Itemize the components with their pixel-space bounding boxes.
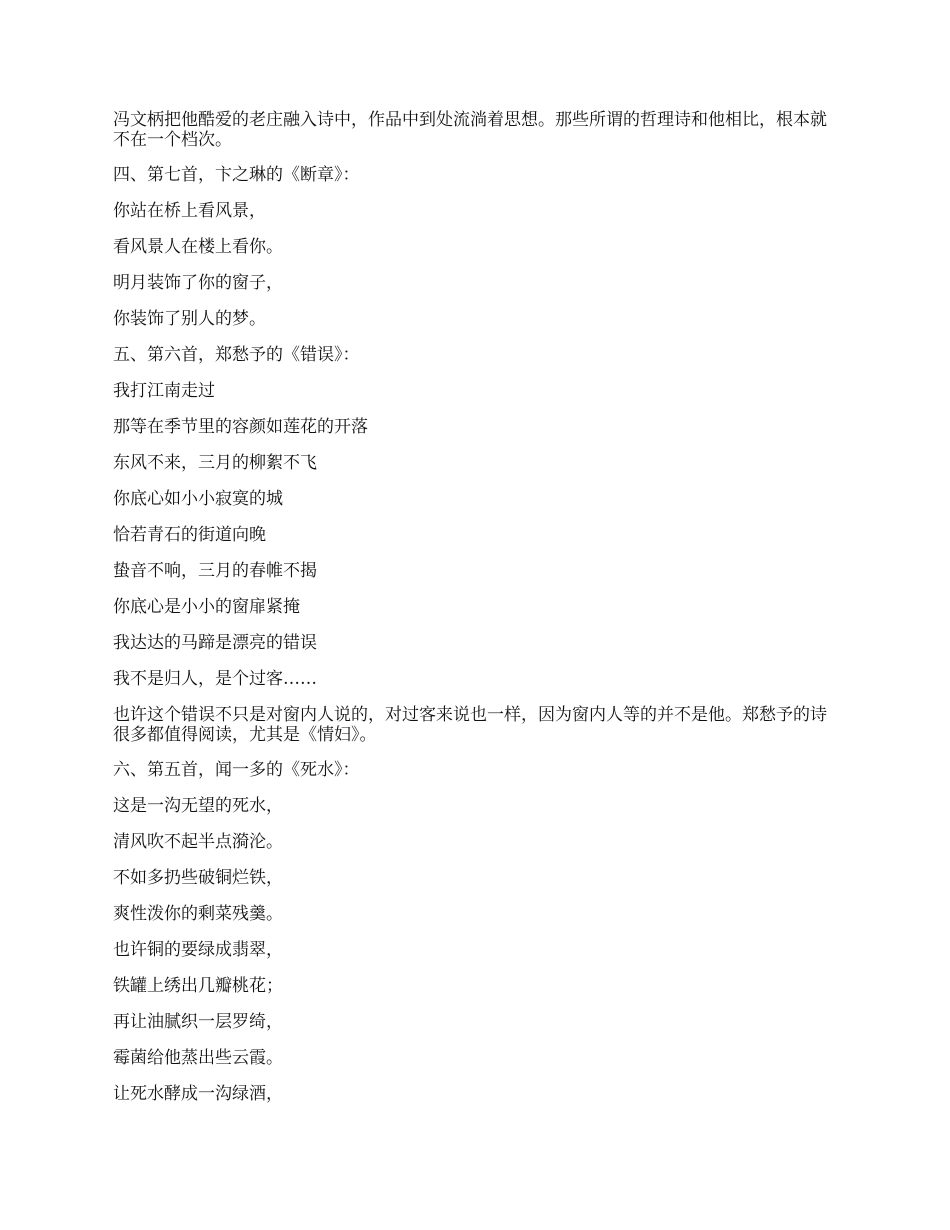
- poem-line: 我不是归人，是个过客……: [113, 669, 317, 689]
- poem-line: 你装饰了别人的梦。: [113, 309, 266, 329]
- poem-line: 不如多扔些破铜烂铁，: [113, 868, 283, 888]
- poem-line: 也许铜的要绿成翡翠，: [113, 940, 283, 960]
- poem-line: 这是一沟无望的死水，: [113, 796, 283, 816]
- poem-line: 那等在季节里的容颜如莲花的开落: [113, 417, 368, 437]
- poem-line: 你底心是小小的窗扉紧掩: [113, 597, 300, 617]
- poem-line: 蛰音不响，三月的春帷不揭: [113, 561, 317, 581]
- poem-line: 铁罐上绣出几瓣桃花；: [113, 976, 283, 996]
- section-heading-4: 四、第七首，卞之琳的《断章》：: [113, 165, 360, 185]
- poem-line: 清风吹不起半点漪沦。: [113, 832, 283, 852]
- poem-line: 恰若青石的街道向晚: [113, 525, 266, 545]
- poem-line: 你站在桥上看风景，: [113, 201, 266, 221]
- poem-line: 霉菌给他蒸出些云霞。: [113, 1048, 283, 1068]
- poem-line: 看风景人在楼上看你。: [113, 237, 283, 257]
- commentary-paragraph: 也许这个错误不只是对窗内人说的，对过客来说也一样，因为窗内人等的并不是他。郑愁予的诗很多都值得阅读，尤其是《情妇》。: [113, 705, 827, 745]
- intro-paragraph: 冯文柄把他酷爱的老庄融入诗中，作品中到处流淌着思想。那些所谓的哲理诗和他相比，根本就不在一个档次。: [113, 110, 827, 150]
- poem-line: 让死水酵成一沟绿酒，: [113, 1084, 283, 1104]
- poem-line: 东风不来，三月的柳絮不飞: [113, 453, 317, 473]
- poem-line: 你底心如小小寂寞的城: [113, 489, 283, 509]
- poem-line: 明月装饰了你的窗子，: [113, 273, 283, 293]
- poem-line: 我打江南走过: [113, 381, 215, 401]
- poem-line: 爽性泼你的剩菜残羹。: [113, 904, 283, 924]
- section-heading-5: 五、第六首，郑愁予的《错误》：: [113, 345, 360, 365]
- poem-line: 再让油腻织一层罗绮，: [113, 1012, 283, 1032]
- section-heading-6: 六、第五首，闻一多的《死水》：: [113, 760, 360, 780]
- document-body: [113, 110, 843, 1120]
- poem-line: 我达达的马蹄是漂亮的错误: [113, 633, 317, 653]
